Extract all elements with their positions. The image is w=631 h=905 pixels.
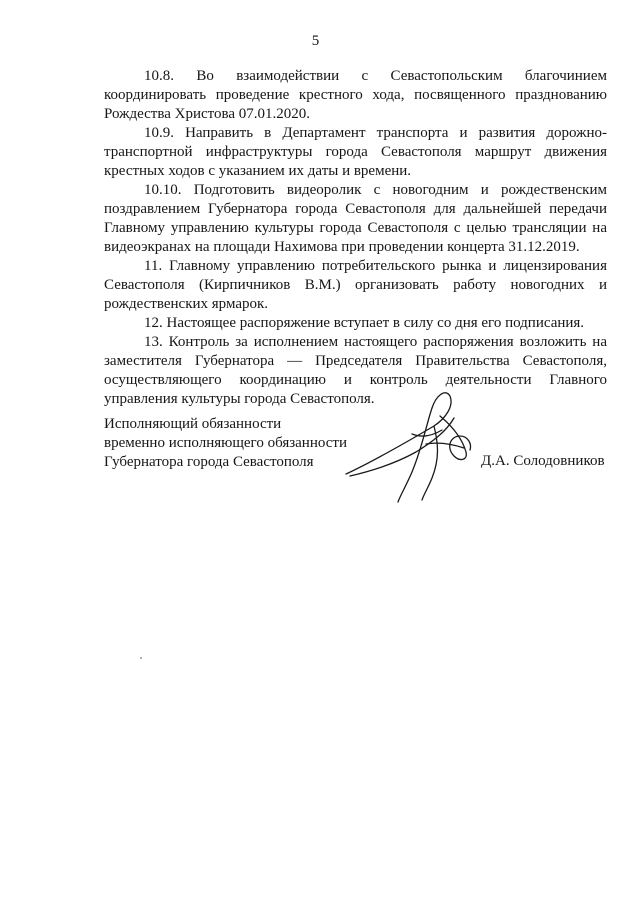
paragraph-10-10: 10.10. Подготовить видеоролик с новогодним и рождественским поздравлением Губернатора города Севастополя для дальнейшей передачи Главному управлению культуры города Севастополя с целью трансляции на видеоэкранах на площади Нахимова при проведении концерта 31.12.2019. — [104, 182, 607, 255]
page-number: 5 — [311, 33, 320, 49]
paragraph-10-8: 10.8. Во взаимодействии с Севастопольским благочинием координировать проведение крестного хода, посвященного празднованию Рождества Христова 07.01.2020. — [104, 68, 607, 122]
document-body — [104, 67, 607, 409]
handwritten-signature — [342, 386, 482, 506]
signer-name: Д.А. Солодовников — [481, 453, 605, 469]
paragraph-10-9: 10.9. Направить в Департамент транспорта и развития дорожно-транспортной инфраструктуры города Севастополя маршрут движения крестных ходов с указанием их даты и времени. — [104, 125, 607, 179]
signatory-position — [104, 415, 347, 472]
position-line: Исполняющий обязанности — [104, 416, 282, 432]
scan-speck — [140, 657, 142, 659]
paragraph-12: 12. Настоящее распоряжение вступает в силу со дня его подписания. — [144, 315, 585, 331]
position-line: временно исполняющего обязанности — [104, 435, 347, 451]
paragraph-11: 11. Главному управлению потребительского рынка и лицензирования Севастополя (Кирпичников В.М.) организовать работу новогодних и рождественских ярмарок. — [104, 258, 607, 312]
paragraph-13: 13. Контроль за исполнением настоящего распоряжения возложить на заместителя Губернатора — Председателя Правительства Севастополя, осуществляющего координацию и контроль деятельности Главного управления культуры города Севастополя. — [104, 334, 607, 407]
position-line: Губернатора города Севастополя — [104, 454, 314, 470]
